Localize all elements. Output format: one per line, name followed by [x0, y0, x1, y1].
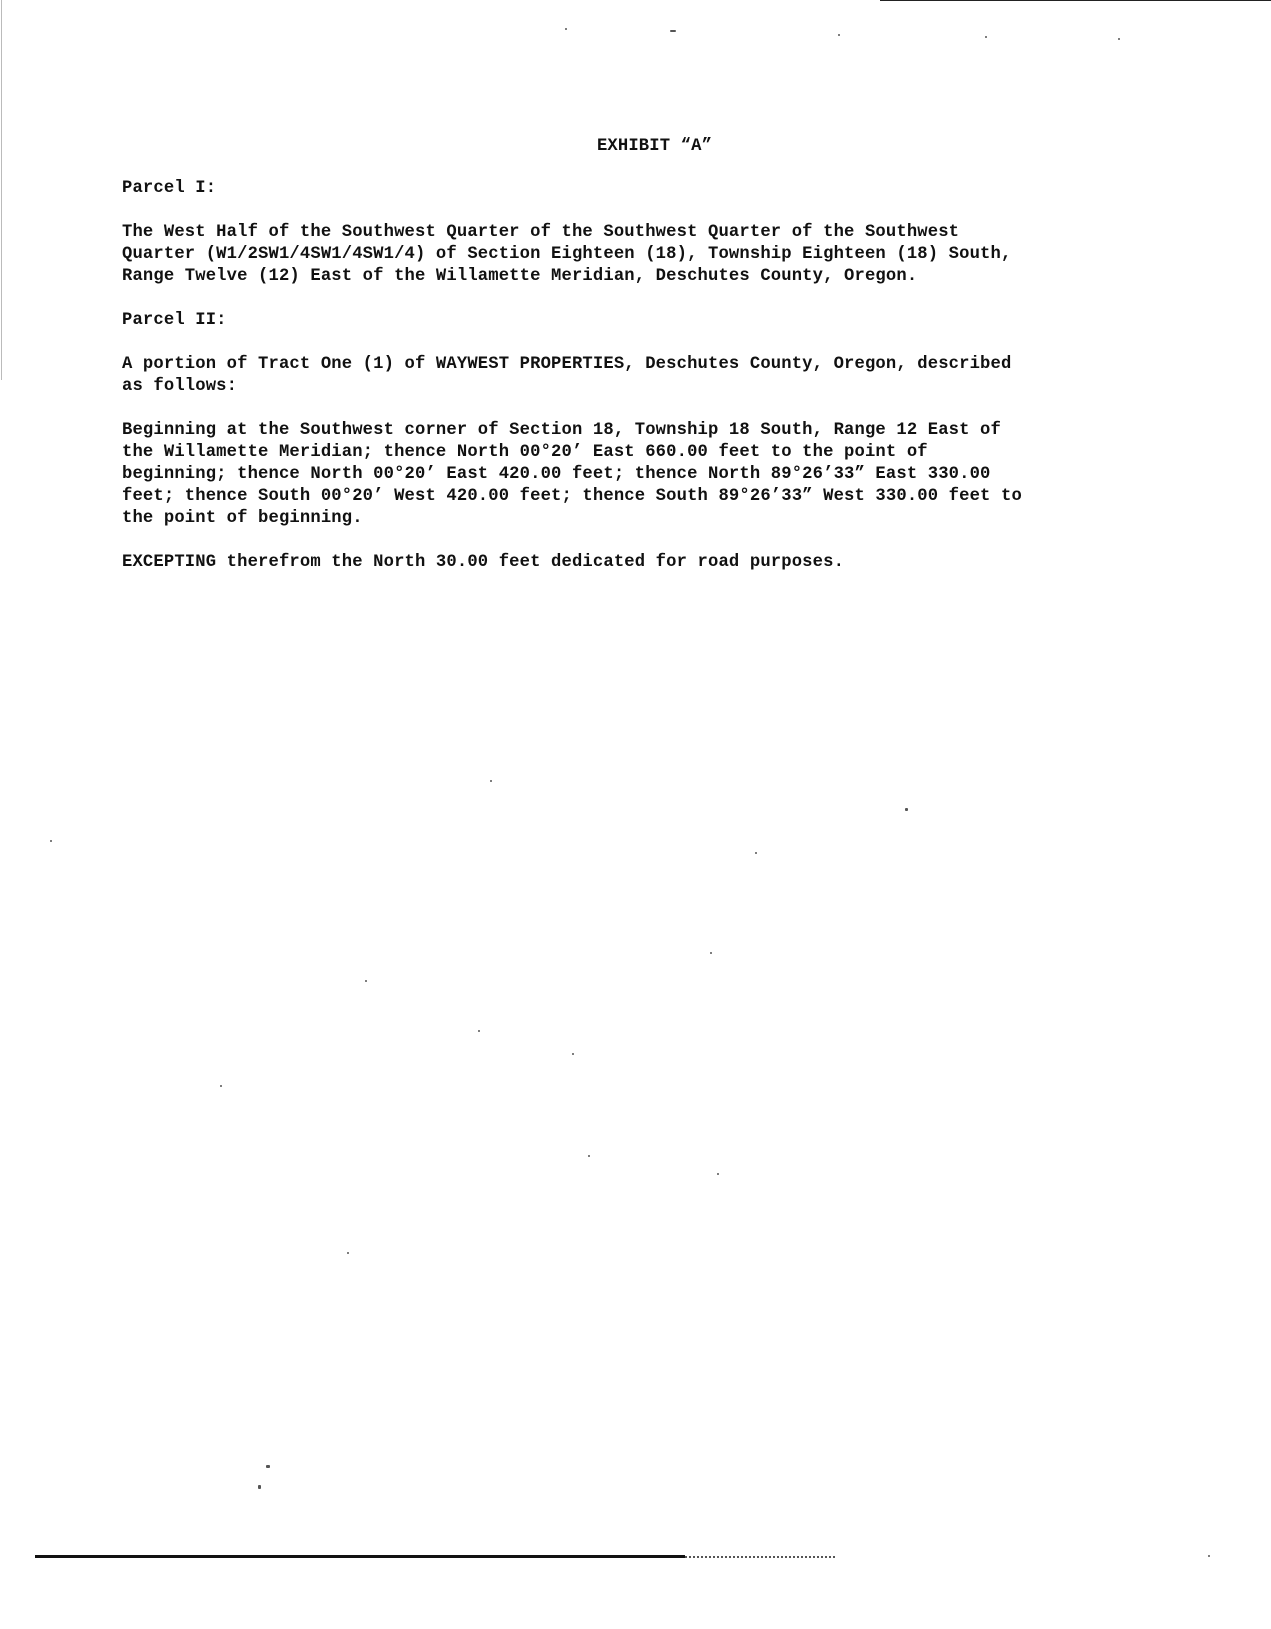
- scan-speck: [755, 852, 757, 854]
- parcel-2-heading: Parcel II:: [122, 311, 227, 330]
- parcel-1-heading: Parcel I:: [122, 179, 217, 198]
- scan-speck: [490, 780, 492, 782]
- scan-speck: [670, 30, 676, 32]
- exhibit-title: EXHIBIT “A”: [596, 137, 713, 156]
- scan-edge-line: [880, 0, 1271, 1]
- bottom-rule: [685, 1556, 835, 1558]
- scan-speck: [50, 840, 52, 842]
- scan-speck: [347, 1252, 349, 1254]
- bottom-rule: [35, 1555, 685, 1558]
- scan-speck: [588, 1155, 590, 1157]
- scan-edge-line: [1, 0, 2, 380]
- scan-speck: [258, 1485, 261, 1489]
- scan-speck: [365, 980, 367, 982]
- scan-speck: [572, 1053, 574, 1055]
- document-body: [122, 136, 1152, 596]
- scan-speck: [565, 28, 567, 30]
- scan-speck: [220, 1085, 222, 1087]
- parcel-1-description: The West Half of the Southwest Quarter of the Southwest Quarter of the Southwest Quarter (W1/2SW1/4SW1/4SW1/4) of Section Eighteen (18), Township Eighteen (18) South, Range Twelve (12) East of the Willamette Meridian, Deschutes County, Oregon.: [122, 223, 1012, 286]
- scan-speck: [710, 952, 712, 954]
- scan-speck: [1208, 1555, 1210, 1557]
- scan-speck: [838, 34, 840, 36]
- parcel-2-exception: EXCEPTING therefrom the North 30.00 feet dedicated for road purposes.: [122, 553, 845, 572]
- scan-speck: [478, 1030, 480, 1032]
- scan-speck: [266, 1465, 270, 1468]
- parcel-2-legal-description: Beginning at the Southwest corner of Section 18, Township 18 South, Range 12 East of the Willamette Meridian; thence North 00°20’ East 660.00 feet to the point of beginning; thence North 00°20’ East 420.00 feet; thence North 89°26’33” East 330.00 feet; thence South 00°20’ West 420.00 feet; thence South 89°26’33” West 330.00 feet to the point of beginning.: [122, 421, 1022, 528]
- parcel-2-intro: A portion of Tract One (1) of WAYWEST PROPERTIES, Deschutes County, Oregon, described as follows:: [122, 355, 1012, 396]
- scan-speck: [1118, 38, 1120, 40]
- scan-speck: [905, 808, 908, 811]
- scan-speck: [985, 36, 987, 38]
- scan-speck: [717, 1173, 719, 1175]
